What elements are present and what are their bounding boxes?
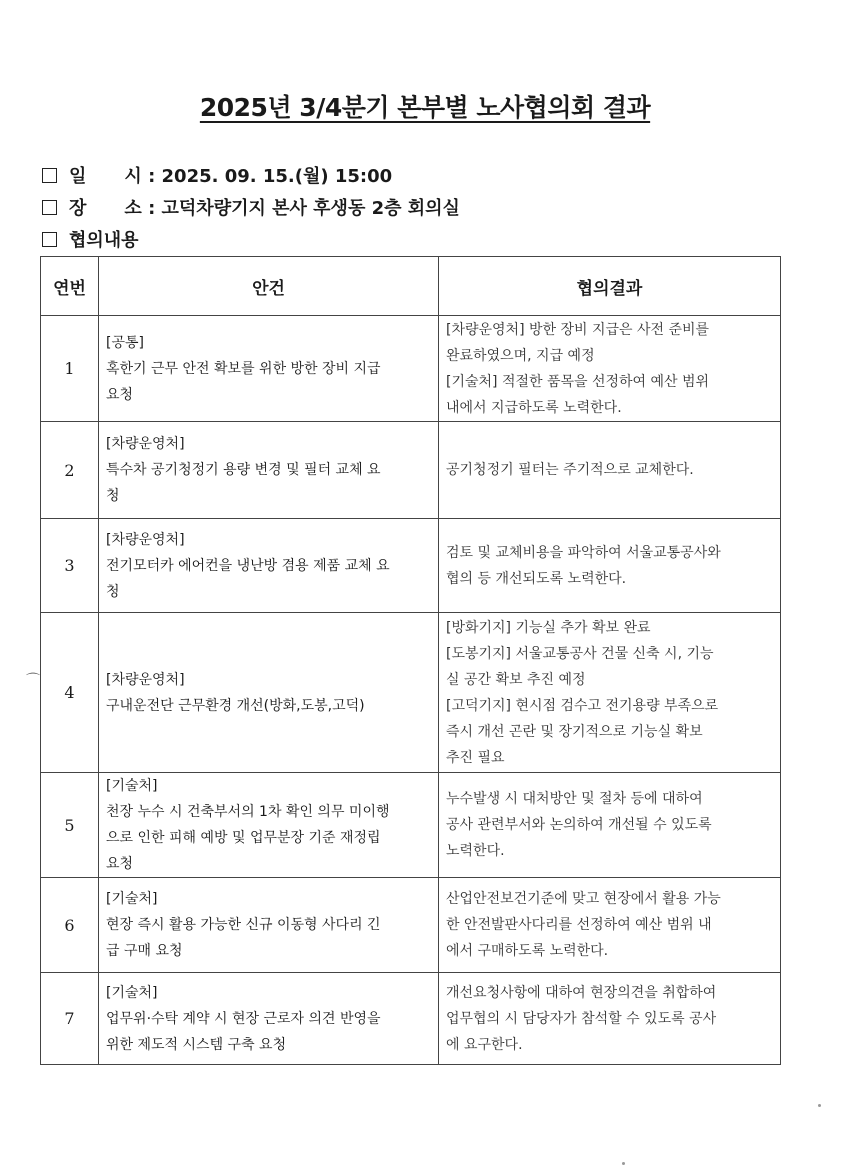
result-line: 개선요청사항에 대하여 현장의견을 취합하여	[446, 984, 717, 1001]
agenda-line: [기술처]	[106, 778, 158, 794]
agenda-line: [기술처]	[106, 984, 158, 1001]
table-row	[41, 613, 781, 773]
agenda-cell	[99, 519, 439, 613]
table-header-row	[41, 257, 781, 316]
result-line: [방화기지] 기능실 추가 확보 완료	[446, 619, 651, 636]
agenda-cell	[99, 773, 439, 878]
date-line	[42, 162, 392, 188]
agenda-cell	[99, 613, 439, 773]
result-line: [기술처] 적절한 품목을 선정하여 예산 범위	[446, 373, 710, 390]
row-number: 6	[41, 878, 99, 973]
row-number: 2	[41, 422, 99, 519]
result-line: 공기청정기 필터는 주기적으로 교체한다.	[446, 462, 694, 478]
agenda-line: [기술처]	[106, 891, 158, 907]
result-cell	[439, 973, 781, 1065]
result-line: 에서 구매하도록 노력한다.	[446, 943, 609, 959]
row-number: 3	[41, 519, 99, 613]
result-line: 산업안전보건기준에 맞고 현장에서 활용 가능	[446, 891, 721, 907]
agenda-cell	[99, 422, 439, 519]
agenda-cell	[99, 316, 439, 422]
header-no: 연번	[41, 257, 99, 316]
agenda-line: 으로 인한 피해 예방 및 업무분장 기준 재정립	[106, 830, 381, 846]
document-title: 2025년 3/4분기 본부별 노사협의회 결과	[199, 93, 651, 122]
agenda-line: 요청	[106, 386, 134, 403]
result-line: 검토 및 교체비용을 파악하여 서울교통공사와	[446, 544, 721, 561]
agenda-line: 업무위·수탁 계약 시 현장 근로자 의견 반영을	[106, 1010, 381, 1027]
result-line: 내에서 지급하도록 노력한다.	[446, 399, 622, 416]
scan-speck	[818, 1104, 821, 1107]
result-line: [도봉기지] 서울교통공사 건물 신축 시, 기능	[446, 645, 714, 662]
place-label-2: 소	[124, 198, 142, 219]
header-result: 협의결과	[439, 257, 781, 316]
table-row	[41, 973, 781, 1065]
result-cell	[439, 613, 781, 773]
result-line: 협의 등 개선되도록 노력한다.	[446, 570, 627, 587]
minutes-table	[40, 256, 781, 1065]
row-number: 7	[41, 973, 99, 1065]
result-line: 한 안전발판사다리를 선정하여 예산 범위 내	[446, 917, 712, 933]
result-line: [고덕기지] 현시점 검수고 전기용량 부족으로	[446, 697, 719, 714]
result-cell	[439, 878, 781, 973]
agenda-line: 위한 제도적 시스템 구축 요청	[106, 1036, 287, 1053]
place-value: : 고덕차량기지 본사 후생동 2층 회의실	[148, 198, 460, 219]
result-line: 노력한다.	[446, 843, 505, 859]
agenda-line: 특수차 공기청정기 용량 변경 및 필터 교체 요	[106, 462, 381, 478]
agenda-line: 현장 즉시 활용 가능한 신규 이동형 사다리 긴	[106, 917, 381, 933]
agenda-line: 요청	[106, 856, 134, 872]
result-line: 업무협의 시 담당자가 참석할 수 있도록 공사	[446, 1010, 717, 1027]
agenda-cell	[99, 878, 439, 973]
header-agenda: 안건	[99, 257, 439, 316]
agenda-line: 혹한기 근무 안전 확보를 위한 방한 장비 지급	[106, 360, 381, 377]
content-line	[42, 226, 139, 252]
table-row	[41, 519, 781, 613]
agenda-line: 청	[106, 488, 120, 504]
table-row	[41, 878, 781, 973]
margin-mark: ⌒	[26, 673, 40, 689]
scan-speck	[622, 1162, 625, 1165]
result-cell	[439, 316, 781, 422]
checkbox-icon	[42, 232, 57, 247]
table-row	[41, 422, 781, 519]
checkbox-icon	[42, 200, 57, 215]
agenda-line: 청	[106, 583, 120, 600]
result-line: 실 공간 확보 추진 예정	[446, 671, 586, 688]
agenda-line: 전기모터카 에어컨을 냉난방 겸용 제품 교체 요	[106, 557, 390, 574]
content-label: 협의내용	[69, 230, 139, 251]
agenda-line: 급 구매 요청	[106, 943, 183, 959]
checkbox-icon	[42, 168, 57, 183]
row-number: 1	[41, 316, 99, 422]
result-line: 즉시 개선 곤란 및 장기적으로 기능실 확보	[446, 723, 703, 740]
result-line: 에 요구한다.	[446, 1036, 523, 1053]
place-label: 장	[69, 198, 87, 219]
agenda-line: 구내운전단 근무환경 개선(방화,도봉,고덕)	[106, 697, 365, 714]
result-line: 추진 필요	[446, 749, 505, 766]
agenda-line: 천장 누수 시 건축부서의 1차 확인 의무 미이행	[106, 804, 390, 820]
date-value: : 2025. 09. 15.(월) 15:00	[148, 166, 393, 187]
agenda-line: [차량운영처]	[106, 671, 185, 688]
result-line: 완료하였으며, 지급 예정	[446, 347, 595, 364]
agenda-line: [차량운영처]	[106, 531, 185, 548]
result-line: [차량운영처] 방한 장비 지급은 사전 준비를	[446, 321, 710, 338]
place-line	[42, 194, 460, 220]
row-number: 5	[41, 773, 99, 878]
result-cell	[439, 422, 781, 519]
result-cell	[439, 519, 781, 613]
table-row	[41, 316, 781, 422]
agenda-line: [차량운영처]	[106, 436, 185, 452]
date-label-2: 시	[124, 166, 142, 187]
result-line: 누수발생 시 대처방안 및 절차 등에 대하여	[446, 791, 703, 807]
agenda-line: [공통]	[106, 334, 144, 351]
result-line: 공사 관련부서와 논의하여 개선될 수 있도록	[446, 817, 712, 833]
result-cell	[439, 773, 781, 878]
date-label: 일	[69, 166, 87, 187]
row-number: 4	[41, 613, 99, 773]
agenda-cell	[99, 973, 439, 1065]
table-row	[41, 773, 781, 878]
